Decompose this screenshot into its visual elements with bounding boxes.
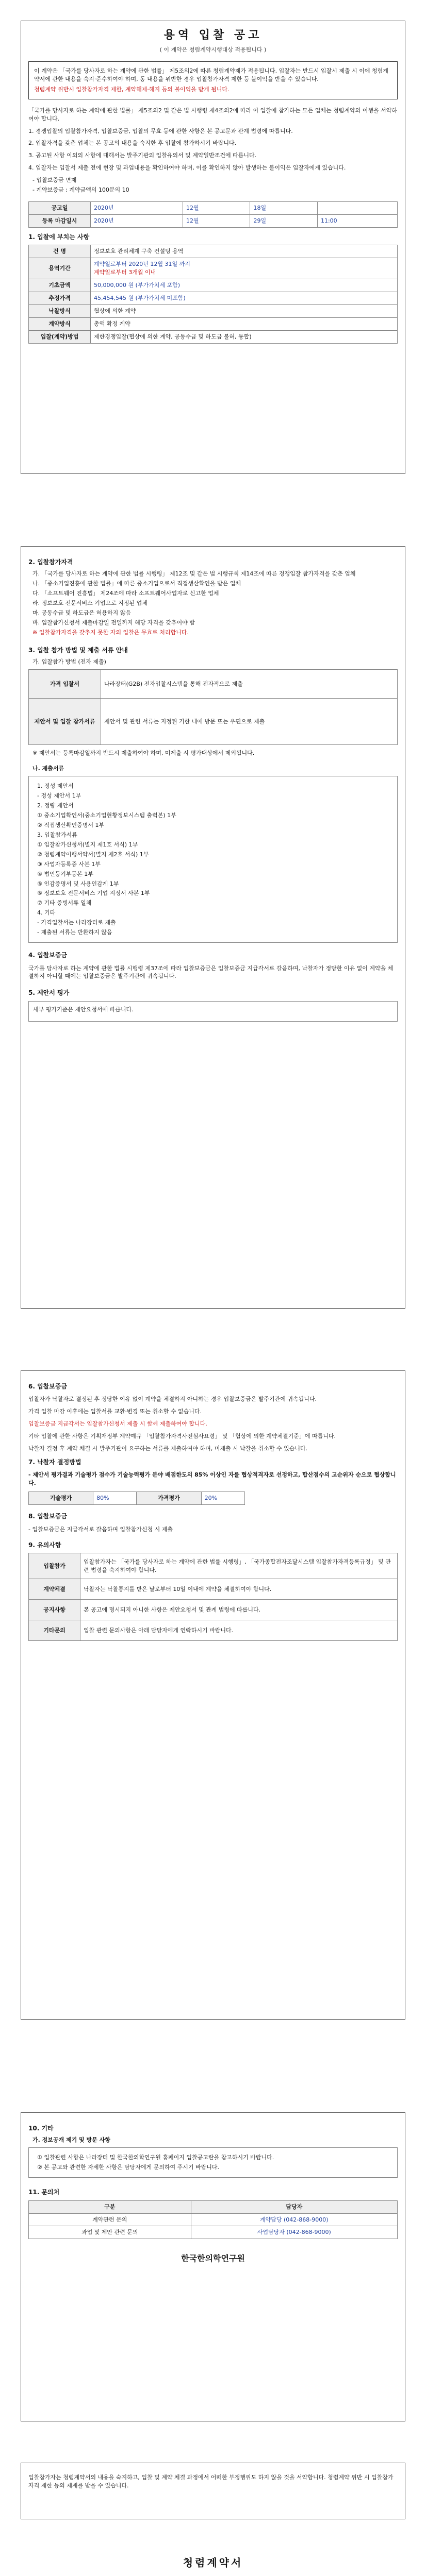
row-key: 계약체결	[29, 1579, 80, 1600]
doc-item: ⑤ 인감증명서 및 사용인감계 1부	[37, 880, 119, 887]
list-item: 다. 「소프트웨어 진흥법」 제24조에 따라 소프트웨어사업자로 신고한 업체	[32, 590, 219, 597]
schedule-cell: 18일	[250, 202, 317, 215]
docs-box	[28, 776, 398, 943]
row-key: 낙찰방식	[29, 305, 91, 318]
row-key: 기초금액	[29, 279, 91, 292]
table-row	[29, 258, 398, 279]
row-value: 정보보호 관리체계 구축 컨설팅 용역	[91, 245, 398, 258]
table-row	[29, 2213, 398, 2226]
ratio-table	[28, 1492, 245, 1505]
doc-item: 3. 입찰참가서류	[37, 831, 77, 838]
docs-title: 나. 제출서류	[32, 765, 64, 772]
section5-title: 5. 제안서 평가	[28, 989, 70, 997]
row-key: 추정가격	[29, 292, 91, 305]
section7-title: 8. 입찰보증금	[28, 1513, 68, 1520]
contact-dept: 과업 및 제안 관련 문의	[29, 2226, 191, 2239]
section6-title: 6. 입찰보증금	[28, 1383, 68, 1390]
schedule-cell: 29일	[250, 215, 317, 228]
schedule-cell: 12월	[183, 215, 250, 228]
doc-item: 1. 정성 제안서	[37, 783, 74, 790]
doc-item: ③ 사업자등록증 사본 1부	[37, 860, 101, 868]
schedule-label: 공고일	[29, 202, 91, 215]
doc-item: - 정성 제안서 1부	[37, 792, 81, 800]
ratio-value: 80%	[93, 1492, 137, 1505]
row-value: 제한경쟁입찰(협상에 의한 계약, 공동수급 및 하도급 불허, 통합)	[91, 330, 398, 343]
row-value: 총액 확정 계약	[91, 318, 398, 331]
announcement-frame	[21, 21, 405, 474]
ratio-label: 기술평가	[29, 1492, 93, 1505]
section1-title: 1. 입찰에 부치는 사항	[28, 233, 90, 241]
integrity-notice	[28, 61, 398, 99]
section3-title: 3. 입찰 참가 방법 및 제출 서류 안내	[28, 646, 128, 654]
table-row	[29, 330, 398, 343]
section9-subtitle: 가. 정보공개 제기 및 방문 사항	[32, 2137, 110, 2144]
row-value: 계약일로부터 2020년 12월 31일 까지	[94, 261, 190, 268]
row-value: 본 공고에 명시되지 아니한 사항은 제안요청서 및 관계 법령에 따릅니다.	[80, 1600, 398, 1620]
row-value: 50,000,000 원 (부가가치세 포함)	[91, 279, 398, 292]
page-subtitle: ( 이 계약은 청렴계약시행대상 적용됩니다 )	[159, 46, 267, 53]
table-row	[29, 2226, 398, 2239]
row-value: 45,454,545 원 (부가가치세 미포함)	[91, 292, 398, 305]
contact-header: 담당자	[191, 2200, 397, 2213]
list-item: 바. 입찰참가신청서 제출마감일 전일까지 해당 자격을 갖추어야 함	[32, 619, 195, 626]
section2-title: 2. 입찰참가자격	[28, 558, 73, 566]
row-key: 입찰참가	[29, 1553, 80, 1579]
section9-box	[28, 2147, 398, 2178]
row-key: 용역기간	[29, 258, 91, 279]
row-key: 입찰(계약)방법	[29, 330, 91, 343]
doc-item: ⑥ 정보보호 전문서비스 기업 지정서 사본 1부	[37, 890, 150, 897]
cert-text: 입찰참가자는 청렴계약서의 내용을 숙지하고, 입찰 및 계약 체결 과정에서 어떠한 부정행위도 하지 않을 것을 서약합니다. 청렴계약 위반 시 입찰참가자격 제한 등의 제재를 받을 수 있습니다.	[28, 2474, 394, 2489]
table-row	[29, 305, 398, 318]
row-value: 나라장터(G2B) 전자입찰시스템을 통해 전자적으로 제출	[101, 670, 398, 699]
section10-title: 11. 문의처	[28, 2189, 60, 2196]
contract-section	[21, 2555, 405, 2576]
row-value: 낙찰자는 낙찰통지를 받은 날로부터 10일 이내에 계약을 체결하여야 합니다.	[80, 1579, 398, 1600]
section9-title: 10. 기타	[28, 2125, 54, 2132]
notice-red-text: 청렴계약 위반시 입찰참가자격 제한, 계약해제·해지 등의 불이익을 받게 됩니다.	[34, 86, 230, 93]
schedule-cell: 12월	[183, 202, 250, 215]
row-value-cell	[91, 258, 398, 279]
ratio-label: 가격평가	[137, 1492, 201, 1505]
table-row	[29, 245, 398, 258]
doc-item: 2. 정량 제안서	[37, 802, 74, 809]
row-key: 건 명	[29, 245, 91, 258]
contact-header: 구분	[29, 2200, 191, 2213]
doc-item: ⑦ 기타 증빙서류 일체	[37, 900, 92, 907]
list-item: 라. 정보보호 전문서비스 기업으로 지정된 업체	[32, 600, 148, 607]
doc-item: ② 청렴계약이행서약서(별지 제2호 서식) 1부	[37, 851, 149, 858]
row-value: 협상에 의한 계약	[91, 305, 398, 318]
contact-frame	[21, 2112, 405, 2421]
list-item: 나. 「중소기업진흥에 관한 법률」에 따른 중소기업으로서 직접생산확인을 받은 업체	[32, 580, 241, 587]
row-value: 제안서 및 관련 서류는 지정된 기한 내에 방문 또는 우편으로 제출	[101, 699, 398, 745]
intro-para-2: 1. 경쟁입찰의 입찰참가자격, 입찰보증금, 입찰의 무효 등에 관한 사항은 본 공고문과 관계 법령에 따릅니다.	[28, 127, 293, 134]
table-row	[29, 292, 398, 305]
contact-person: 사업담당자 (042-868-9000)	[191, 2226, 397, 2239]
schedule-cell: 2020년	[91, 215, 183, 228]
section6-subtitle: 7. 낙찰자 결정방법	[28, 1459, 81, 1466]
section6-para4: 낙찰자 결정 후 계약 체결 시 발주기관이 요구하는 서류를 제출하여야 하며, 미제출 시 낙찰을 취소할 수 있습니다.	[28, 1445, 308, 1452]
intro-bullet: - 입찰보증금 면제	[32, 177, 77, 184]
row-key: 가격 입찰서	[29, 670, 101, 699]
intro-para-3: 2. 입찰자격을 갖춘 업체는 본 공고의 내용을 숙지한 후 입찰에 참가하시기 바랍니다.	[28, 140, 237, 147]
section3-table	[28, 669, 398, 745]
contract-title: 청렴계약서	[183, 2556, 243, 2569]
section6-para1: 입찰자가 낙찰자로 결정된 후 정당한 이유 없이 계약을 체결하지 아니하는 경우 입찰보증금은 발주기관에 귀속됩니다.	[28, 1396, 317, 1403]
intro-bullet: - 계약보증금 : 계약금액의 100분의 10	[32, 187, 129, 194]
doc-item: - 가격입찰서는 나라장터로 제출	[37, 919, 116, 926]
section8-title: 9. 유의사항	[28, 1541, 61, 1549]
row-key: 기타문의	[29, 1620, 80, 1641]
table-row	[29, 202, 398, 215]
section3-note: ※ 제안서는 등록마감일까지 반드시 제출하여야 하며, 미제출 시 평가대상에서 제외됩니다.	[32, 750, 255, 757]
schedule-cell	[317, 202, 397, 215]
list-item: ① 입찰관련 사항은 나라장터 및 한국한의학연구원 홈페이지 입찰공고란을 참고하시기 바랍니다.	[37, 2154, 274, 2161]
ratio-value: 20%	[201, 1492, 244, 1505]
row-extra: 계약일로부터 3개월 이내	[94, 269, 156, 276]
title-box	[28, 27, 398, 54]
section6-para2: 가격 입찰 마감 이후에는 입찰서를 교환·변경 또는 취소할 수 없습니다.	[28, 1408, 202, 1415]
section5-box: 세부 평가기준은 제안요청서에 따릅니다.	[28, 1001, 398, 1022]
row-key: 계약방식	[29, 318, 91, 331]
org-name: 한국한의학연구원	[181, 2253, 245, 2264]
page-title: 용역 입찰 공고	[163, 29, 263, 42]
intro-para-5: 4. 입찰자는 입찰서 제출 전에 현장 및 과업내용을 확인하여야 하며, 이를 확인하지 않아 발생하는 불이익은 입찰자에게 있습니다.	[28, 164, 346, 172]
schedule-cell: 11:00	[317, 215, 397, 228]
contact-person: 계약담당 (042-868-9000)	[191, 2213, 397, 2226]
table-row	[29, 318, 398, 331]
row-value: 입찰참가자는 「국가를 당사자로 하는 계약에 관한 법률 시행령」, 「국가종합전자조달시스템 입찰참가자격등록규정」 및 관련 법령을 숙지하여야 합니다.	[80, 1553, 398, 1579]
doc-item: 4. 기타	[37, 909, 56, 917]
doc-item: ① 중소기업확인서(중소기업현황정보시스템 출력본) 1부	[37, 811, 176, 819]
contact-table	[28, 2200, 398, 2240]
list-item: 가. 「국가를 당사자로 하는 계약에 관한 법률 시행령」 제12조 및 같은 법 시행규칙 제14조에 따른 경쟁입찰 참가자격을 갖춘 업체	[32, 570, 356, 578]
table-row	[29, 670, 398, 699]
schedule-label: 등록 마감일시	[29, 215, 91, 228]
rules-frame	[21, 1370, 405, 2020]
section6-para3: 기타 입찰에 관한 사항은 기획재정부 계약예규 「입찰참가자격사전심사요령」 및 「협상에 의한 계약체결기준」에 따릅니다.	[28, 1433, 336, 1440]
cert-box	[21, 2463, 405, 2519]
table-row	[29, 699, 398, 745]
section2-red-note: ※ 입찰참가자격을 갖추지 못한 자의 입찰은 무효로 처리합니다.	[32, 629, 189, 636]
row-value: 입찰 관련 문의사항은 아래 담당자에게 연락하시기 바랍니다.	[80, 1620, 398, 1641]
table-row	[29, 1620, 398, 1641]
section1-table	[28, 245, 398, 344]
row-key: 공지사항	[29, 1600, 80, 1620]
table-row	[29, 2200, 398, 2213]
doc-item: ② 직접생산확인증명서 1부	[37, 821, 105, 828]
table-row	[29, 1579, 398, 1600]
section4-text: 국가를 당사자로 하는 계약에 관한 법률 시행령 제37조에 따라 입찰보증금은 입찰보증금 지급각서로 갈음하며, 낙찰자가 정당한 이유 없이 계약을 체결하지 아니할 때에는 입찰보증금은 발주기관에 귀속됩니다.	[28, 964, 394, 980]
doc-item: ① 입찰참가신청서(별지 제1호 서식) 1부	[37, 841, 138, 848]
table-row	[29, 215, 398, 228]
details-frame	[21, 546, 405, 1309]
table-row	[29, 1600, 398, 1620]
section4-title: 4. 입찰보증금	[28, 952, 68, 959]
table-row	[29, 1492, 245, 1505]
section6-red: 입찰보증금 지급각서는 입찰참가신청서 제출 시 함께 제출하여야 합니다.	[28, 1420, 207, 1428]
list-item: 마. 공동수급 및 하도급은 허용하지 않음	[32, 609, 131, 617]
section7-text: - 입찰보증금은 지급각서로 갈음하며 입찰참가신청 시 제출	[28, 1526, 173, 1533]
table-row	[29, 279, 398, 292]
list-item: ② 본 공고와 관련한 자세한 사항은 담당자에게 문의하여 주시기 바랍니다.	[37, 2164, 219, 2171]
row-key: 제안서 및 입찰 참가서류	[29, 699, 101, 745]
doc-item: ④ 법인등기부등본 1부	[37, 870, 93, 877]
notice-text: 이 계약은 「국가를 당사자로 하는 계약에 관한 법률」 제5조의2에 따른 청렴계약제가 적용됩니다. 입찰자는 반드시 입찰시 제출 시 이에 청렴계약서에 관한 내용을 숙지·준수하여야 하며, 동 내용을 위반한 경우 입찰참가자격 제한 등 불이익을 받을 수 있습니다.	[34, 67, 388, 82]
section3-subtitle: 가. 입찰참가 방법 (전자 제출)	[32, 658, 106, 666]
schedule-cell: 2020년	[91, 202, 183, 215]
table-row	[29, 1553, 398, 1579]
intro-para-1: 「국가를 당사자로 하는 계약에 관한 법률」 제5조의2 및 같은 법 시행령 제4조의2에 따라 이 입찰에 참가하는 모든 업체는 청렴계약의 이행을 서약하여야 합니다.	[28, 107, 397, 122]
intro-para-4: 3. 공고된 사항 이외의 사항에 대해서는 발주기관의 입찰유의서 및 계약일반조건에 따릅니다.	[28, 152, 257, 159]
section6-bold: - 제안서 평가결과 기술평가 점수가 기술능력평가 분야 배점한도의 85% 이상인 자를 협상적격자로 선정하고, 합산점수의 고순위자 순으로 협상합니다.	[28, 1471, 396, 1487]
doc-item: - 제출된 서류는 반환하지 않음	[37, 929, 112, 936]
section8-table	[28, 1553, 398, 1641]
schedule-table	[28, 201, 398, 228]
contact-dept: 계약관련 문의	[29, 2213, 191, 2226]
